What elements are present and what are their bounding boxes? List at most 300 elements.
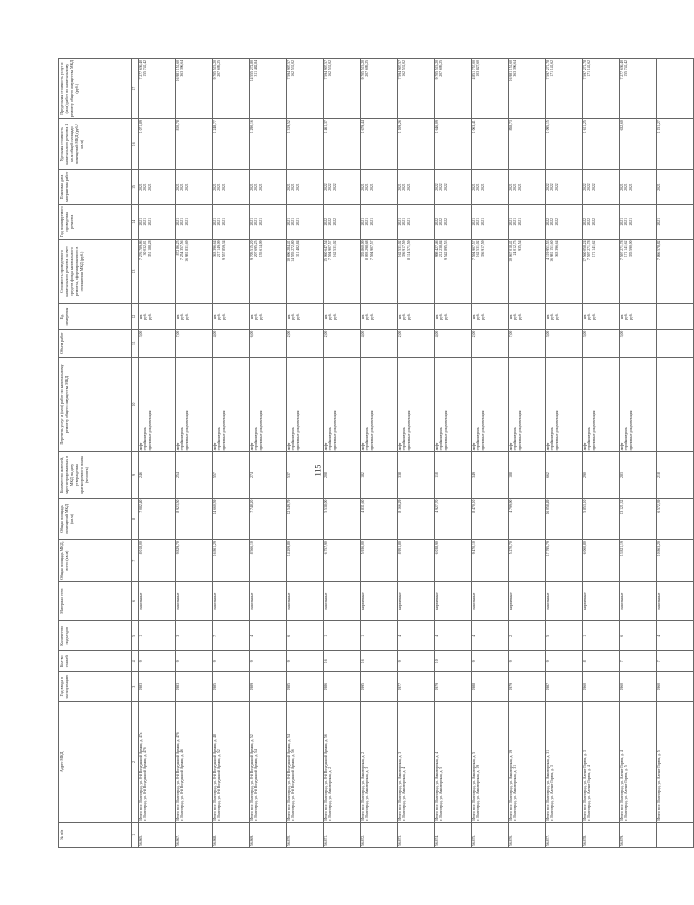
column-number: 12 [132, 304, 139, 329]
table-cell-lim: 7 277 636,40 155 741,42 [620, 59, 657, 119]
table-row [620, 59, 657, 848]
table-cell-floors: 9 [546, 651, 583, 672]
table-row [287, 59, 324, 848]
table-cell-no: 56.868. [213, 822, 250, 847]
column-header: Стоимость проведенного капитального ремонта за счет средств фонда капитального ремонта, сформированного в отношении МКД (руб.) [59, 239, 132, 304]
table-cell-area: 14 209,80 [287, 540, 324, 582]
table-cell-vol: 2,00 [324, 329, 361, 357]
column-header: Удельная стоимость капитального ремонта 1 кв.м общей площади помещений МКД (руб./кв.м) [59, 119, 132, 170]
table-cell-cost: 10 067 018,41 24 012,75 935,54 [509, 239, 546, 304]
table-cell-addr: Итого по г. Волгоград, ул. 8-й Воздушной Армии, д. 47б г. Волгоград, ул. 8-й Воздушной Армии, д. 46 [176, 702, 213, 822]
table-cell-unit [657, 304, 694, 329]
table-row [472, 59, 509, 848]
table-row [398, 59, 435, 848]
table-cell-res: 290 [583, 452, 620, 498]
table-cell-vol: 3,00 [620, 329, 657, 357]
table-cell-works: лифт стройконтроль проектные документация [546, 357, 583, 452]
table-cell-lim: 16 981 151,60 363 396,64 [509, 59, 546, 119]
table-cell-area2: 4 927,70 [435, 498, 472, 540]
column-number: 9 [132, 452, 139, 498]
table-cell-wall: панельные [657, 581, 694, 620]
table-cell-unit: шт. руб. руб. [361, 304, 398, 329]
table-cell-no: 56.878. [583, 822, 620, 847]
table-cell-entr: 4 [472, 621, 509, 651]
table-cell-area: 8 566,10 [250, 540, 287, 582]
table-cell-vol: 2,00 [287, 329, 324, 357]
rotated-table-sheet [58, 58, 661, 848]
table-cell-entr: 3 [176, 621, 213, 651]
table-cell-works [657, 357, 694, 452]
table-cell-year: 1995 [361, 672, 398, 702]
column-header: Год планируемого проведения ремонта [59, 204, 132, 239]
table-cell-ud: 1 319,52 [287, 119, 324, 170]
column-number: 5 [132, 621, 139, 651]
table-cell-works: лифт стройконтроль проектные документация [324, 357, 361, 452]
table-cell-no: 56.873. [398, 822, 435, 847]
table-cell-addr: Итого по г. Волгоград, ул. Алеше Горюх, д. 5 [657, 702, 694, 822]
table-cell-unit: шт. руб. руб. [472, 304, 509, 329]
table-cell-year: 1989 [250, 672, 287, 702]
table-cell-yr: 2021 2021 2021 [176, 204, 213, 239]
column-header: Количество жителей, зарегистрированных в МКД на дату утверждения краткосрочного плана (человек) [59, 452, 132, 498]
column-number: 13 [132, 239, 139, 304]
table-cell-res: 218 [657, 452, 694, 498]
table-cell-addr: Итого по г. Волгоград, ул. Авиаторская, д. 31 г. Волгоград, ул. Алеше Горюх, д. 3 [546, 702, 583, 822]
column-number: 4 [132, 651, 139, 672]
table-cell-res: 274 [250, 452, 287, 498]
table-cell-year: 1988 [472, 672, 509, 702]
column-header: Материал стен [59, 581, 132, 620]
table-cell-year: 1960 [620, 672, 657, 702]
table-cell-vol: 4,00 [213, 329, 250, 357]
table-cell-ud: 1 290,16 [250, 119, 287, 170]
table-cell-area: 5 936,00 [361, 540, 398, 582]
table-cell-ud: 1 679,44 [361, 119, 398, 170]
table-cell-area2: 8 166,29 [398, 498, 435, 540]
table-cell-area: 9 470,10 [472, 540, 509, 582]
table-cell-unit: шт. руб. руб. [324, 304, 361, 329]
table-cell-ud: 1 095,15 [546, 119, 583, 170]
table-cell-addr: Итого по г. Волгоград, ул. 8-й Воздушной Армии, д. 56 г. Волгоград, ул. Авиаторская, д. 2 [324, 702, 361, 822]
column-header: Год ввода в эксплуатацию [59, 672, 132, 702]
table-cell-res: 208 [324, 452, 361, 498]
table-cell-no: 56.879. [620, 822, 657, 847]
table-cell-wall: панельные [176, 581, 213, 620]
table-row [139, 59, 176, 848]
table-cell-lim: 14 555 272,80 311 482,84 [250, 59, 287, 119]
table-cell-wall: панельные [213, 581, 250, 620]
column-header: № п/п [59, 822, 132, 847]
table-body [139, 59, 694, 848]
table-cell-yr: 2021 2021 2021 [139, 204, 176, 239]
table-cell-area: 16 861,29 [213, 540, 250, 582]
table-cell-wall: кирпичные [361, 581, 398, 620]
table-cell-res: 182 [361, 452, 398, 498]
table-cell-vol: 3,00 [139, 329, 176, 357]
table-cell-entr: 7 [213, 621, 250, 651]
table-cell-cost: 15 060 647,54 7 594 907,57 162 531,02 [324, 239, 361, 304]
table-cell-yr: 2022 2022 2022 [546, 204, 583, 239]
table-cell-year: 1986 [324, 672, 361, 702]
table-cell-ud: 1 151,27 [657, 119, 694, 170]
column-number: 3 [132, 672, 139, 702]
table-cell-end: 2021 2021 2021 [398, 170, 435, 205]
table-cell-year: 1983 [176, 672, 213, 702]
table-cell-entr: 4 [250, 621, 287, 651]
table-cell-wall: панельные [546, 581, 583, 620]
table-cell-area: 8 951,80 [398, 540, 435, 582]
table-cell-wall: панельные [620, 581, 657, 620]
table-cell-entr: 1 [583, 621, 620, 651]
table-cell-addr: Итого по г. Волгоград, ул. 8-й Воздушной Армии, д. 48 г. Волгоград, ул. 8-й Воздушной Армии, д. 52 [213, 702, 250, 822]
table-row [435, 59, 472, 848]
table-cell-no: 56.876. [509, 822, 546, 847]
table-cell-end: 2021 2021 2021 [509, 170, 546, 205]
column-header: Предельная стоимость услуг и (или) работ по капитальному ремонту общего имущества МКД (руб.) [59, 59, 132, 119]
table-cell-addr: Итого по г. Волгоград, ул. Авиаторская, д. 19 г. Волгоград, ул. Авиаторская, д. 31 [509, 702, 546, 822]
table-cell-yr: 2021 2021 2021 [509, 204, 546, 239]
table-cell-no: 56.875. [472, 822, 509, 847]
table-cell-unit: шт. руб. руб. [250, 304, 287, 329]
table-cell-cost: 10 696 284,41 14 555 272,80 311 482,84 [287, 239, 324, 304]
table-cell-no: 56.870. [287, 822, 324, 847]
table-cell-cost: 7 866 578,82 [657, 239, 694, 304]
column-header: Ед. измерения [59, 304, 132, 329]
table-cell-end: 2021 2021 2021 [287, 170, 324, 205]
table-cell-lim: 7 594 907,57 162 531,02 [287, 59, 324, 119]
table-cell-area: 9 829,70 [176, 540, 213, 582]
column-number: 7 [132, 540, 139, 582]
table-cell-res: 537 [287, 452, 324, 498]
table-cell-year: 1985 [213, 672, 250, 702]
table-cell-floors: 9 [472, 651, 509, 672]
table-cell-vol: 4,00 [435, 329, 472, 357]
table-cell-area: 6 060,80 [583, 540, 620, 582]
table-cell-lim: 9 705 515,20 207 695,25 [435, 59, 472, 119]
table-cell-works: лифт стройконтроль проектные документация [620, 357, 657, 452]
table-cell-unit: шт. руб. руб. [398, 304, 435, 329]
table-cell-entr: 1 [139, 621, 176, 651]
table-cell-unit: шт. руб. руб. [213, 304, 250, 329]
table-row [509, 59, 546, 848]
column-header: Объем работ [59, 329, 132, 357]
table-cell-works: лифт стройконтроль проектные документация [139, 357, 176, 452]
table-cell-floors: 9 [398, 651, 435, 672]
table-cell-area2: 7 748,20 [250, 498, 287, 540]
table-cell-area2: 16 058,49 [546, 498, 583, 540]
table-cell-addr: Итого по г. Волгоград, ул. 8-й Воздушной Армии, д. 52 г. Волгоград, ул. 8-й Воздушной Армии, д. 54 [250, 702, 287, 822]
table-cell-year: 1960 [657, 672, 694, 702]
column-number: 14 [132, 204, 139, 239]
table-cell-ud: 632,60 [620, 119, 657, 170]
table-cell-vol: 6,00 [250, 329, 287, 357]
table-cell-entr: 4 [398, 621, 435, 651]
table-cell-no: 56.877. [546, 822, 583, 847]
table-cell-addr: Итого по г. Волгоград, ул. Алеше Горюх, д. 4 г. Волгоград, ул. Алеше Горюх, д. 5 [620, 702, 657, 822]
table-cell-end: 2022 2022 2022 [546, 170, 583, 205]
column-number: 8 [132, 498, 139, 540]
column-header: Кол-во этажей [59, 651, 132, 672]
table-cell-lim: 7 597 271,78 171 141,62 [546, 59, 583, 119]
table-cell-year: 1960 [583, 672, 620, 702]
table-cell-year: 1983 [139, 672, 176, 702]
table-cell-end: 2021 2021 2021 [250, 170, 287, 205]
table-row [583, 59, 620, 848]
table-cell-works: лифт стройконтроль проектные документация [176, 357, 213, 452]
table-cell-wall: кирпичные [398, 581, 435, 620]
table-cell-wall: панельные [139, 581, 176, 620]
table-cell-yr: 2022 2022 2022 [435, 204, 472, 239]
table-row [176, 59, 213, 848]
table-cell-ud: 1 646,09 [435, 119, 472, 170]
table-cell-addr: Итого по г. Волгоград, ул. 8-й Воздушной Армии, д. 47а г. Волгоград, ул. 8-й Воздушной Армии, д. 47б [139, 702, 176, 822]
table-cell-no: 56.874. [435, 822, 472, 847]
table-cell-works: лифт стройконтроль проектные документация [287, 357, 324, 452]
column-number: 11 [132, 329, 139, 357]
table-cell-yr: 2021 2021 2021 [213, 204, 250, 239]
table-cell-area: 6 038,90 [435, 540, 472, 582]
table-cell-res: 349 [472, 452, 509, 498]
table-cell-res: 338 [398, 452, 435, 498]
column-number: 10 [132, 357, 139, 452]
table-cell-cost: 162 531,02 336 917,59 8 114 571,59 [398, 239, 435, 304]
table-cell-no: 56.867. [176, 822, 213, 847]
table-cell-entr: 6 [620, 621, 657, 651]
table-cell-area2: 7 082,40 [139, 498, 176, 540]
table-cell-yr: 2021 2021 2021 [361, 204, 398, 239]
table-cell-vol: 2,00 [472, 329, 509, 357]
table-cell-no: 56.872. [361, 822, 398, 847]
table-cell-unit: шт. руб. руб. [139, 304, 176, 329]
table-cell-end: 2021 2021 2021 [620, 170, 657, 205]
table-cell-area2: 5 853,10 [583, 498, 620, 540]
table-cell-yr: 2021 2021 2021 [398, 204, 435, 239]
table-cell-vol: 7,00 [509, 329, 546, 357]
table-cell-yr: 2021 2021 2021 [472, 204, 509, 239]
table-cell-no [657, 822, 694, 847]
table-cell-ud: 1 063,41 [472, 119, 509, 170]
table-cell-lim: 7 594 907,57 162 531,02 [324, 59, 361, 119]
table-cell-area: 6 757,90 [324, 540, 361, 582]
table-cell-end: 2021 2021 2021 [139, 170, 176, 205]
column-header: Плановая дата завершения работ [59, 170, 132, 205]
table-cell-end: 2021 2021 2021 [176, 170, 213, 205]
table-cell-ud: 1 611,25 [583, 119, 620, 170]
table-cell-lim: 16 981 151,60 363 396,64 [176, 59, 213, 119]
table-row [546, 59, 583, 848]
table-rotation-wrapper [58, 58, 661, 848]
table-cell-floors: 9 [213, 651, 250, 672]
table-cell-no: 56.871. [324, 822, 361, 847]
table-cell-end: 2021 2021 2021 [361, 170, 398, 205]
column-number: 16 [132, 119, 139, 170]
table-cell-area2: 4 831,60 [361, 498, 398, 540]
table-cell-addr: Итого по г. Волгоград, ул. Авиаторская, д. 2 г. Волгоград, ул. Авиаторская, д. 3 [361, 702, 398, 822]
table-cell-end: 2021 2021 2021 [213, 170, 250, 205]
table-cell-area2: 14 660,59 [213, 498, 250, 540]
header-row [59, 59, 132, 848]
table-cell-unit: шт. руб. руб. [435, 304, 472, 329]
table-cell-year: 1977 [398, 672, 435, 702]
table-cell-res: 118 [435, 452, 472, 498]
table-cell-floors: 9 [139, 651, 176, 672]
table-cell-wall: панельные [250, 581, 287, 620]
table-cell-works: лифт стройконтроль проектные документация [213, 357, 250, 452]
table-cell-year: 1985 [287, 672, 324, 702]
column-number: 6 [132, 581, 139, 620]
table-cell-floors: 9 [250, 651, 287, 672]
column-header: Общая площадь МКД, всего (кв.м) [59, 540, 132, 582]
table-cell-entr: 1 [324, 621, 361, 651]
table-cell-addr: Итого по г. Волгоград, ул. Авиаторская, д. 3 г. Волгоград, ул. Авиаторская, д. 4 [398, 702, 435, 822]
table-cell-area2: 5 538,00 [324, 498, 361, 540]
capital-repair-table [58, 58, 694, 848]
table-cell-vol: 2,00 [398, 329, 435, 357]
table-cell-yr: 2022 2022 2022 [324, 204, 361, 239]
table-cell-vol: 7,00 [176, 329, 213, 357]
table-cell-area: 10 863,20 [657, 540, 694, 582]
table-cell-floors: 9 [176, 651, 213, 672]
table-cell-floors: 9 [509, 651, 546, 672]
table-cell-cost: 363 396,64 217 149,09 9 557 859,34 [213, 239, 250, 304]
table-cell-lim: 7 597 271,78 171 141,62 [583, 59, 620, 119]
table-cell-cost: 7 594 907,57 162 531,02 336 917,59 [472, 239, 509, 304]
table-cell-end: 2022 2022 2022 [324, 170, 361, 205]
table-cell-floors: 7 [657, 651, 694, 672]
table-row [213, 59, 250, 848]
table-cell-floors: 16 [324, 651, 361, 672]
table-cell-cost: 872 86,25 7 254 357,56 16 981 831,69 [176, 239, 213, 304]
page-number: 115 [313, 464, 323, 477]
column-number-row [132, 59, 139, 848]
table-cell-end: 2021 2021 2021 [472, 170, 509, 205]
table-cell-yr: 2021 2021 2021 [287, 204, 324, 239]
table-cell-ud: 1 461,37 [324, 119, 361, 170]
table-cell-end: 2022 2022 2022 [583, 170, 620, 205]
table-cell-area2: 12 549,79 [287, 498, 324, 540]
table-cell-year: 1979 [435, 672, 472, 702]
table-cell-area: 17 795,79 [546, 540, 583, 582]
table-cell-year: 1979 [509, 672, 546, 702]
table-cell-res: 662 [546, 452, 583, 498]
table-cell-wall: панельные [287, 581, 324, 620]
table-cell-lim: 9 705 515,20 207 695,25 [213, 59, 250, 119]
table-cell-floors: 8 [583, 651, 620, 672]
table-cell-works: лифт стройконтроль проектные документация [509, 357, 546, 452]
column-header: Перечень услуг и (или) работ по капитальному ремонту общего имущества МКД [59, 357, 132, 452]
column-number: 2 [132, 702, 139, 822]
table-cell-yr: 2022 2022 2022 [583, 204, 620, 239]
table-cell-wall: кирпичные [435, 581, 472, 620]
table-cell-wall: панельные [324, 581, 361, 620]
table-cell-lim: 7 277 636,40 155 741,42 [139, 59, 176, 119]
table-cell-area2: 8 470,10 [472, 498, 509, 540]
table-cell-end: 2022 2022 2022 [435, 170, 472, 205]
table-cell-works: лифт стройконтроль проектные документация [472, 357, 509, 452]
table-cell-entr: 1 [361, 621, 398, 651]
table-cell-entr: 2 [509, 621, 546, 651]
table-cell-ud: 810,78 [176, 119, 213, 170]
table-cell-area2: 13 121,32 [620, 498, 657, 540]
table-cell-cost: 7 276 789,86 30 032,81 351 188,28 [139, 239, 176, 304]
table-row [657, 59, 694, 848]
table-cell-entr: 5 [546, 621, 583, 651]
table-cell-yr: 2021 2021 2021 [250, 204, 287, 239]
table-cell-ud: 1 248,77 [213, 119, 250, 170]
table-row [250, 59, 287, 848]
table-cell-unit: шт. руб. руб. [546, 304, 583, 329]
column-header: Количество подъездов [59, 621, 132, 651]
table-cell-year: 1987 [546, 672, 583, 702]
table-cell-floors: 7 [620, 651, 657, 672]
table-cell-works: лифт стройконтроль проектные документация [361, 357, 398, 452]
table-cell-area: 13 821,19 [620, 540, 657, 582]
table-cell-wall: кирпичные [583, 581, 620, 620]
table-row [324, 59, 361, 848]
table-cell-unit: шт. руб. руб. [620, 304, 657, 329]
table-cell-wall: кирпичные [509, 581, 546, 620]
table-cell-vol: 4,00 [361, 329, 398, 357]
table-row [361, 59, 398, 848]
table-cell-res: 283 [620, 452, 657, 498]
table-cell-works: лифт стройконтроль проектные документация [398, 357, 435, 452]
table-cell-cost: 17 560 058,24 7 597 271,78 171 141,62 [583, 239, 620, 304]
table-cell-area2: 8 923,50 [176, 498, 213, 540]
table-cell-lim: 9 705 515,20 207 695,25 [361, 59, 398, 119]
table-cell-entr: 6 [287, 621, 324, 651]
table-cell-works: лифт стройконтроль проектные документация [583, 357, 620, 452]
table-cell-entr: 4 [435, 621, 472, 651]
table-cell-res: 188 [509, 452, 546, 498]
table-cell-cost: 7 597 271,78 171 141,62 335 590,00 [620, 239, 657, 304]
table-cell-yr: 2021 [657, 204, 694, 239]
table-cell-floors: 16 [361, 651, 398, 672]
column-number: 15 [132, 170, 139, 205]
table-cell-unit: шт. руб. руб. [509, 304, 546, 329]
table-cell-works: лифт стройконтроль проектные документация [250, 357, 287, 452]
table-cell-works: лифт стройконтроль проектные документация [435, 357, 472, 452]
table-cell-lim [657, 59, 694, 119]
table-cell-ud: 1 109,26 [398, 119, 435, 170]
table-cell-unit: шт. руб. руб. [287, 304, 324, 329]
table-cell-wall: панельные [472, 581, 509, 620]
table-cell-ud: 1 071,89 [139, 119, 176, 170]
table-cell-addr: Итого по г. Волгоград, ул. Авиаторская, д. 5 г. Волгоград, ул. Авиаторская, д. 19 [472, 702, 509, 822]
table-cell-end: 2021 [657, 170, 694, 205]
table-cell-area2: 6 572,39 [657, 498, 694, 540]
table-cell-res: 254 [176, 452, 213, 498]
table-cell-addr: Итого по г. Волгоград, ул. 8-й Воздушной Армии, д. 54 г. Волгоград, ул. 8-й Воздушной Армии, д. 56 [287, 702, 324, 822]
table-cell-entr: 4 [657, 621, 694, 651]
table-cell-res: 557 [213, 452, 250, 498]
table-cell-area: 5 270,70 [509, 540, 546, 582]
table-cell-addr: Итого по г. Волгоград, ул. Алеше Горюх, д. 3 г. Волгоград, ул. Алеше Горюх, д. 4 [583, 702, 620, 822]
table-cell-floors: 10 [435, 651, 472, 672]
table-cell-unit: шт. руб. руб. [583, 304, 620, 329]
table-cell-vol: 3,00 [546, 329, 583, 357]
table-cell-unit: шт. руб. руб. [176, 304, 213, 329]
table-cell-ud: 858,73 [509, 119, 546, 170]
table-cell-no: 56.869. [250, 822, 287, 847]
column-number: 1 [132, 822, 139, 847]
table-cell-cost: 335 860,09 8 093 298,68 7 594 907,57 [361, 239, 398, 304]
table-cell-area2: 4 799,90 [509, 498, 546, 540]
column-header: Общая площадь помещений МКД (кв.м) [59, 498, 132, 540]
column-number: 17 [132, 59, 139, 119]
column-header: Адрес МКД [59, 702, 132, 822]
table-cell-floors: 9 [287, 651, 324, 672]
table-cell-cost: 998 427,46 212 238,84 9 542 895,53 [435, 239, 472, 304]
